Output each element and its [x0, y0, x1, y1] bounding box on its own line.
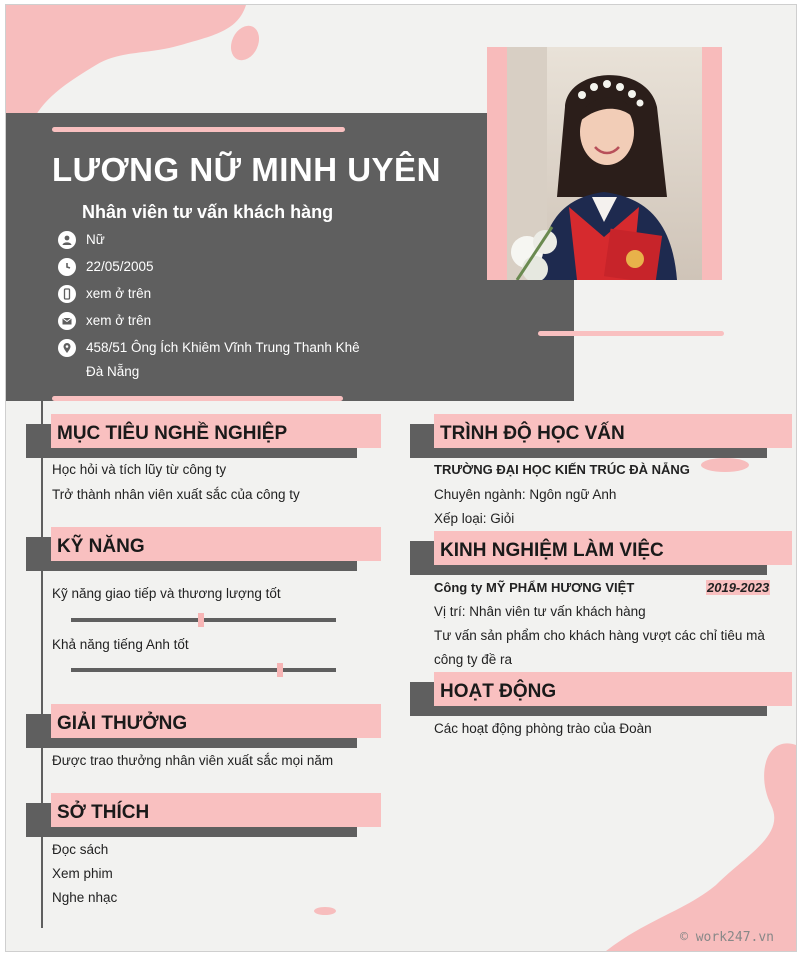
skill-level-thumb [198, 613, 204, 627]
work-position: Vị trí: Nhân viên tư vấn khách hàng [434, 604, 646, 619]
activities-title: HOẠT ĐỘNG [440, 681, 557, 702]
gender-text: Nữ [86, 232, 105, 247]
location-icon [58, 339, 76, 357]
work-description: công ty đề ra [434, 652, 513, 667]
career-goal-title: MỤC TIÊU NGHỀ NGHIỆP [57, 423, 288, 444]
education-grade: Xếp loại: Giỏi [434, 511, 515, 526]
experience-title: KINH NGHIỆM LÀM VIỆC [440, 540, 664, 561]
candidate-name: LƯƠNG NỮ MINH UYÊN [52, 151, 441, 188]
decor-blob-bottom-right [606, 735, 796, 951]
skills-title: KỸ NĂNG [57, 536, 145, 557]
work-description: Tư vấn sản phẩm cho khách hàng vượt các chỉ tiêu mà [434, 628, 765, 643]
header-accent-bottom [52, 396, 343, 401]
company-name: Công ty MỸ PHẨM HƯƠNG VIỆT [434, 580, 635, 595]
timeline-line [41, 398, 43, 928]
activity-line: Các hoạt động phòng trào của Đoàn [434, 721, 652, 736]
skill-level-thumb [277, 663, 283, 677]
phone-icon [58, 285, 76, 303]
decor-dot [701, 458, 749, 472]
watermark: © work247.vn [680, 930, 774, 945]
skill-bar [71, 668, 336, 672]
hobbies-title: SỞ THÍCH [57, 802, 150, 823]
awards-title: GIẢI THƯỞNG [57, 713, 188, 734]
person-icon [58, 231, 76, 249]
hobby-item: Đọc sách [52, 842, 109, 857]
skill-label: Khả năng tiếng Anh tốt [52, 637, 189, 652]
address-text: 458/51 Ông Ích Khiêm Vĩnh Trung Thanh Khê [86, 340, 360, 355]
awards-line: Được trao thưởng nhân viên xuất sắc mọi năm [52, 753, 334, 768]
email-text: xem ở trên [86, 313, 152, 328]
school-name: TRƯỜNG ĐẠI HỌC KIẾN TRÚC ĐÀ NẴNG [434, 462, 690, 477]
skill-label: Kỹ năng giao tiếp và thương lượng tốt [52, 586, 281, 601]
profile-photo [507, 47, 702, 280]
email-icon [58, 312, 76, 330]
work-period: 2019-2023 [707, 580, 770, 595]
decor-dot [314, 907, 336, 915]
decor-blob-top-left [6, 5, 256, 125]
education-title: TRÌNH ĐỘ HỌC VẤN [440, 423, 625, 444]
birthdate-text: 22/05/2005 [86, 259, 154, 274]
career-goal-line: Học hỏi và tích lũy từ công ty [52, 462, 227, 477]
cv-page [5, 4, 797, 952]
address-city-text: Đà Nẵng [86, 364, 140, 379]
career-goal-line: Trở thành nhân viên xuất sắc của công ty [52, 487, 300, 502]
header-accent-top [52, 127, 345, 132]
hobby-item: Nghe nhạc [52, 890, 118, 905]
job-title: Nhân viên tư vấn khách hàng [82, 202, 334, 222]
phone-text: xem ở trên [86, 286, 152, 301]
education-major: Chuyên ngành: Ngôn ngữ Anh [434, 487, 617, 502]
clock-icon [58, 258, 76, 276]
hobby-item: Xem phim [52, 866, 113, 881]
photo-accent-bar [538, 331, 724, 336]
